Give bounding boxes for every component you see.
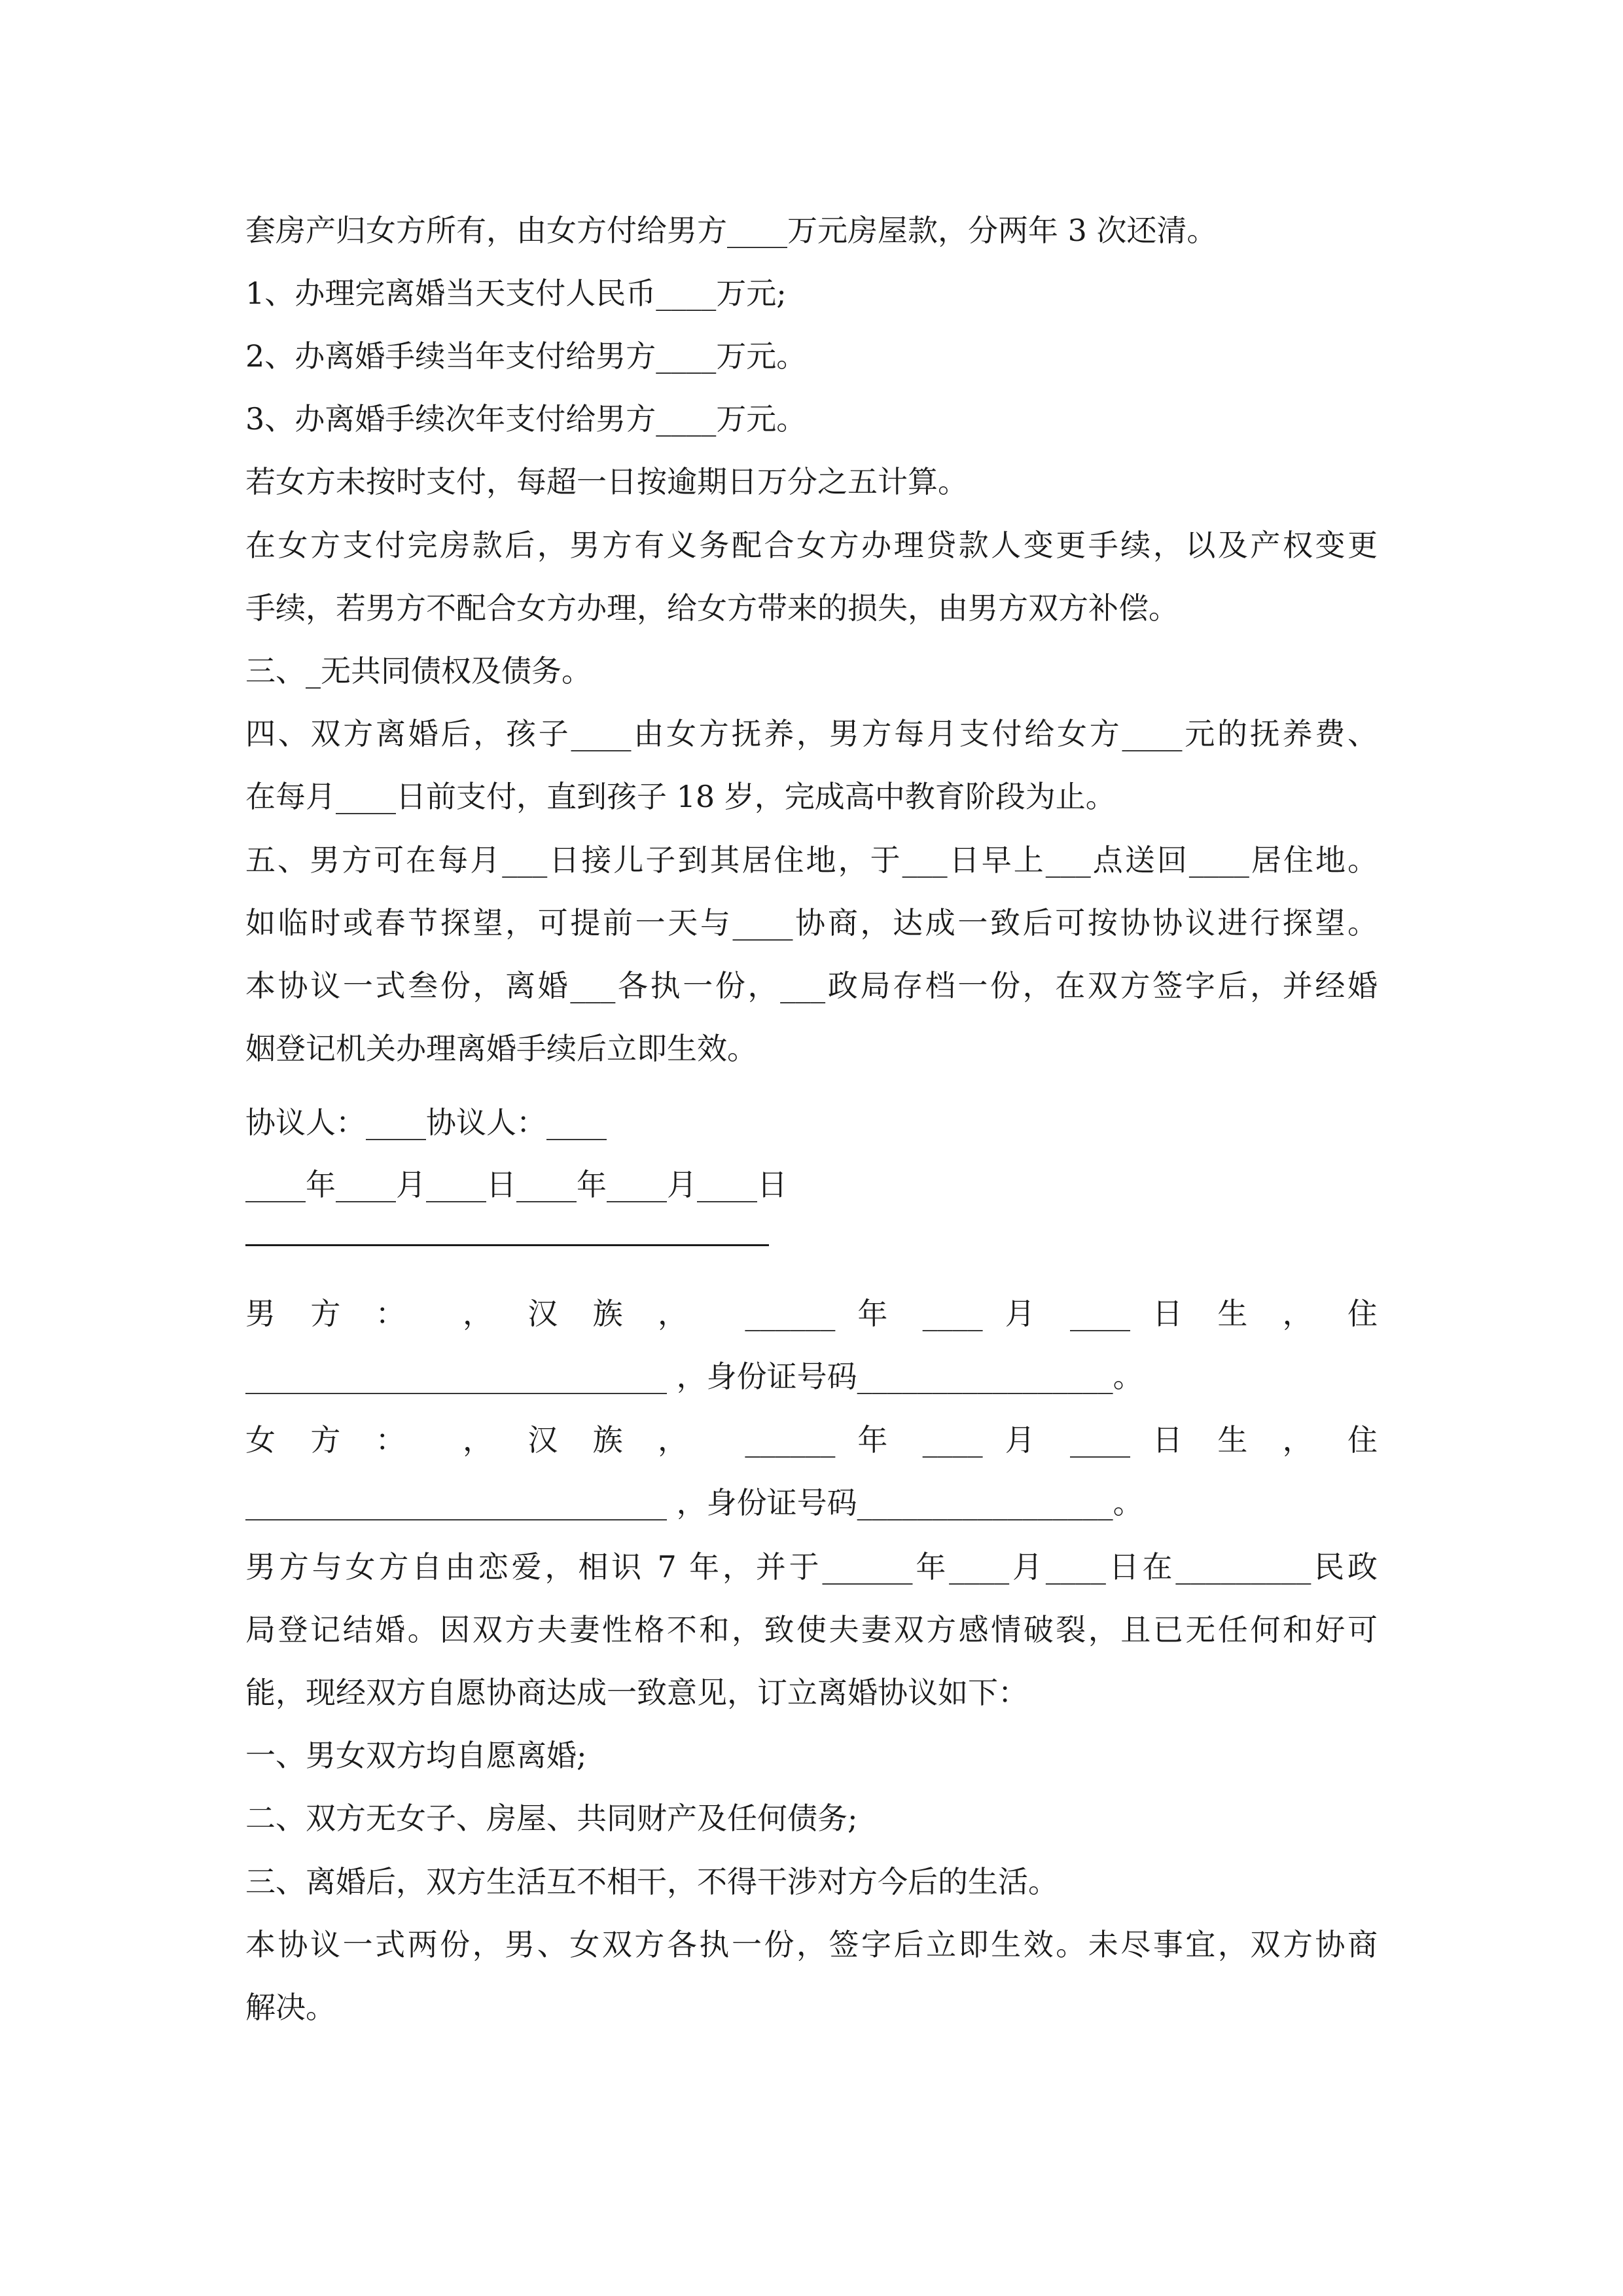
text-line: 手续，若男方不配合女方办理，给女方带来的损失，由男方双方补偿。 [245, 590, 1179, 626]
text-line: 五、男方可在每月___日接儿子到其居住地，于___日早上___点送回____居住地。 [245, 842, 1378, 878]
text-line: 在女方支付完房款后，男方有义务配合女方办理贷款人变更手续，以及产权变更 [245, 528, 1378, 563]
wife-info-line: 女 方 ： ， 汉 族 ， ______ 年 ____ 月 ____ 日 生 ， 住 [245, 1422, 1378, 1458]
text-line: 二、双方无女子、房屋、共同财产及任何债务; [245, 1801, 858, 1836]
text-line: 若女方未按时支付，每超一日按逾期日万分之五计算。 [245, 464, 968, 499]
text-line: 四、双方离婚后，孩子____由女方抚养，男方每月支付给女方____元的抚养费、 [245, 716, 1378, 751]
text-line: 套房产归女方所有，由女方付给男方____万元房屋款，分两年 3 次还清。 [245, 213, 1217, 248]
text-line: 能，现经双方自愿协商达成一致意见，订立离婚协议如下： [245, 1675, 1028, 1710]
text-line: 三、_无共同债权及债务。 [245, 653, 592, 689]
text-line: 解决。 [245, 1990, 336, 2025]
husband-info-line: 男 方 ： ， 汉 族 ， ______ 年 ____ 月 ____ 日 生 ， 住 [245, 1296, 1378, 1331]
text-line: 姻登记机关办理离婚手续后立即生效。 [245, 1031, 757, 1066]
text-line: 在每月____日前支付，直到孩子 18 岁，完成高中教育阶段为止。 [245, 779, 1116, 814]
text-line: 2、办离婚手续当年支付给男方____万元。 [245, 338, 807, 374]
text-line: 三、离婚后，双方生活互不相干，不得干涉对方今后的生活。 [245, 1864, 1058, 1899]
text-line: 一、男女双方均自愿离婚; [245, 1738, 587, 1773]
text-line: 男方与女方自由恋爱，相识 7 年，并于______年____月____日在_________民政 [245, 1549, 1378, 1585]
text-line: 局登记结婚。因双方夫妻性格不和，致使夫妻双方感情破裂，且已无任何和好可 [245, 1612, 1378, 1647]
text-line: 如临时或春节探望，可提前一天与____协商，达成一致后可按协协议进行探望。 [245, 905, 1378, 941]
text-line: 本协议一式叁份，离婚___各执一份，___政局存档一份，在双方签字后，并经婚 [245, 968, 1378, 1003]
signature-line: 协议人：____协议人：____ [245, 1105, 607, 1140]
text-line: 本协议一式两份，男、女双方各执一份，签字后立即生效。未尽事宜，双方协商 [245, 1927, 1378, 1962]
text-line: 1、办理完离婚当天支付人民币____万元; [245, 276, 787, 311]
husband-id-line: ____________________________ ，身份证号码_________________。 [245, 1359, 1143, 1394]
section-divider [245, 1244, 769, 1246]
text-line: 3、办离婚手续次年支付给男方____万元。 [245, 401, 807, 437]
date-line: ____年____月____日____年____月____日 [245, 1167, 787, 1202]
wife-id-line: ____________________________ ，身份证号码_________________。 [245, 1485, 1143, 1520]
